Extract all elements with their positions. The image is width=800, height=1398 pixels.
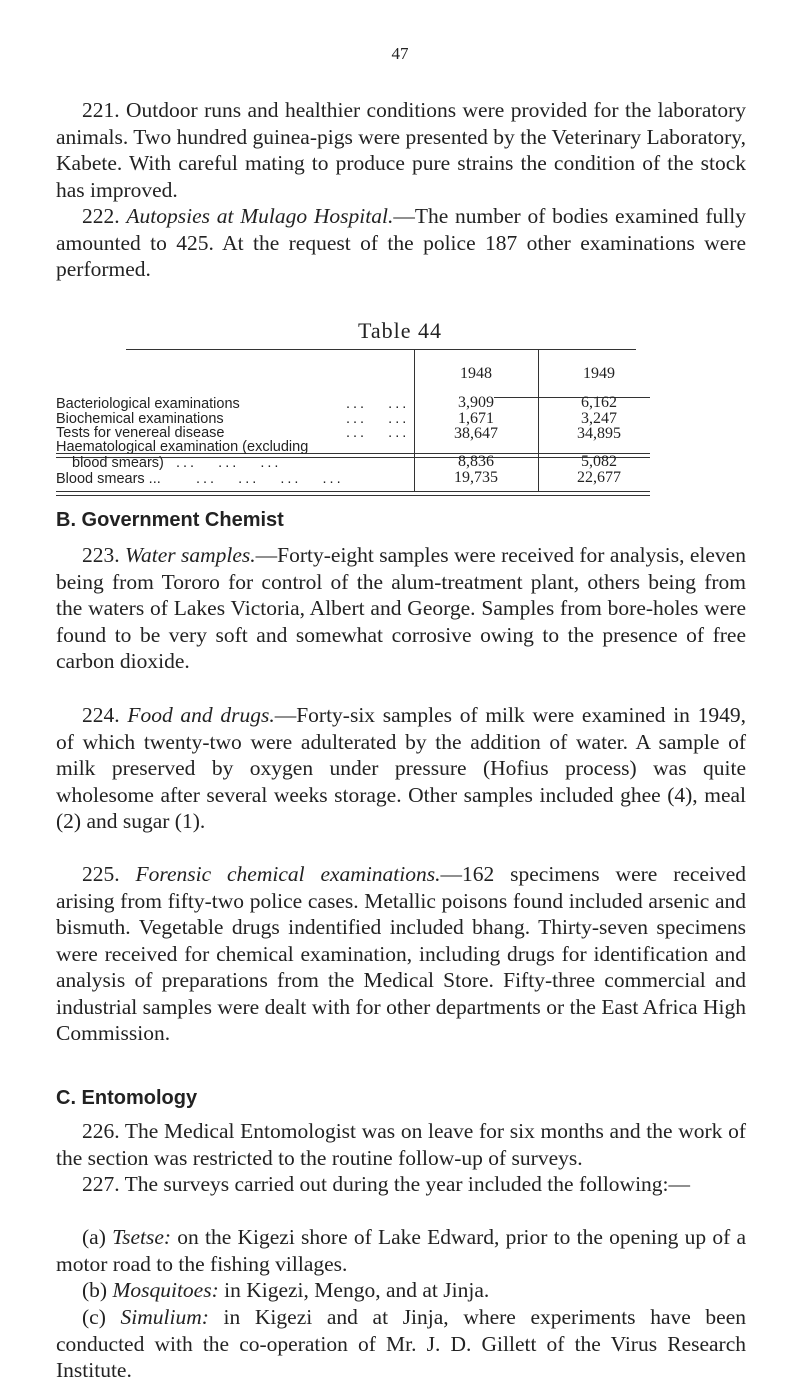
paragraph-title: Water samples. — [125, 543, 256, 567]
table-cell: 34,895 — [577, 425, 621, 442]
paragraph-title: Food and drugs. — [127, 703, 275, 727]
paragraph-number: 222. — [82, 204, 120, 228]
list-marker: (a) — [82, 1225, 106, 1249]
data-table: 1948 1949 Bacteriological examinations ... ... 3,909 6,162 Biochemical examinations ... ... 1,671 3,247 Tests for venereal disease ... ... 38,647 34,895 Haematological examination (excluding — [56, 349, 746, 464]
column-header-1948: 1948 — [460, 365, 492, 382]
paragraph-number: 224. — [82, 703, 120, 727]
paragraph-225 — [56, 861, 746, 1047]
paragraph-number: 226. — [82, 1119, 120, 1143]
paragraph-226 — [56, 1118, 746, 1171]
page-number: 47 — [391, 44, 409, 63]
section-heading-government-chemist: B. Government Chemist — [56, 509, 284, 531]
paragraph-221 — [56, 97, 746, 203]
list-item-b — [56, 1277, 746, 1304]
document-page: 47 221. Outdoor runs and healthier conditions were provided for the laboratory animals. Two hundred guinea-pigs were presented by the Veterinary Laboratory, Kabete. With careful mating to produce pure strains the condition of the stock has improved. 222. Autopsies at Mulago Hospital.—The number of bodies examined fully amounted to 425. At the request of the police 187 other examinations were performed. Table 44 1948 1949 Bacteriological examinations ... ... 3,909 6,162 Biochemical examinations ... ... 1,671 3,247 Tests for venereal disease ... ... 38,647 34,895 Haematological examination (excluding blood smears) ... ... ... 8,836 5,082 Blood smears ... ... ... ... ... 19,735 22,677 B. Government Chemist 223. Water samples.—Forty-eight samples were received for analysis, eleven being from Tororo for control of the alum-treatment plant, others being from the waters of Lakes Victoria, Albert and George. Samples from bore-holes were found to be very soft and somewhat corrosive owing to the presence of free carbon dioxide. 224. Food and drugs.—Forty-six samples of milk were examined in 1949, of which twenty-two were adulterated by the addition of water. A sample of milk preserved by oxygen under pressure (Hofius process) was quite wholesome after several weeks storage. Other samples included ghee (4), meal (2) and sugar (1). 225. Forensic chemical examinations.—162 specimens were received arising from fifty-two police cases. Metallic poisons found included arsenic and bismuth. Vegetable drugs indentified included bhang. Thirty-seven specimens were received for chemical examination, including drugs for identification and analysis of preparations from the Medical Store. Fifty-three commercial and industrial samples were dealt with for other departments or the East Africa High Commission. C. Entomology 226. The Medical Entomologist was on leave for six months and the work of the section was restricted to the routine follow-up of surveys. 227. The surveys carried out during the year included the following:— (a) Tsetse: on the Kigezi shore of Lake Edward, prior to the opening up of a motor road to the fishing villages. (b) Mosquitoes: in Kigezi, Mengo, and at Jinja. (c) Simulium: in Kigezi and at Jinja, where experiments have been conducted with the co-operation of Mr. J. D. Gillett of the Virus Research Institute. — [0, 0, 800, 1398]
paragraph-number: 223. — [82, 543, 120, 567]
table-cell: 5,082 — [581, 453, 617, 470]
list-item-text: in Kigezi, Mengo, and at Jinja. — [224, 1278, 490, 1302]
paragraph-text: The Medical Entomologist was on leave for six months and the work of the section was restricted to the routine follow-up of surveys. — [56, 1119, 746, 1170]
paragraph-text: —162 specimens were received arising from fifty-two police cases. Metallic poisons found included arsenic and bismuth. Vegetable drugs indentified included bhang. Thirty-seven specimens were received for chemical examination, including drugs for identification and analysis of preparations from the Medical Store. Fifty-three commercial and industrial samples were dealt with for other departments or the East Africa High Commission. — [56, 862, 746, 1045]
list-item-title: Mosquitoes: — [112, 1278, 219, 1302]
table-column-rule — [538, 349, 539, 453]
list-item-a — [56, 1224, 746, 1277]
paragraph-number: 227. — [82, 1172, 120, 1196]
paragraph-number: 225. — [82, 862, 120, 886]
paragraph-223 — [56, 542, 746, 675]
list-item-text: in Kigezi and at Jinja, where experiments have been conducted with the co-operation of Mr. J. D. Gillett of the Virus Research Institute. — [56, 1305, 746, 1382]
list-item-title: Simulium: — [120, 1305, 209, 1329]
table-column-rule — [414, 349, 415, 453]
list-item-title: Tsetse: — [112, 1225, 172, 1249]
table-cell: 3,247 — [581, 410, 617, 427]
paragraph-number: 221. — [82, 98, 120, 122]
list-item-c — [56, 1304, 746, 1384]
table-cell: 8,836 — [458, 453, 494, 470]
table-cell: 1,671 — [458, 410, 494, 427]
table-column-rule — [538, 449, 539, 491]
table-cell: 38,647 — [454, 425, 498, 442]
table-bottom-rule — [56, 491, 650, 492]
row-label: Haematological examination (excluding — [56, 439, 309, 455]
paragraph-224 — [56, 702, 746, 835]
table-cell: 3,909 — [458, 394, 494, 411]
row-label-continued: blood smears) — [72, 455, 164, 471]
table-cell: 6,162 — [581, 394, 617, 411]
paragraph-text: The surveys carried out during the year included the following:— — [124, 1172, 691, 1196]
row-label: Blood smears ... — [56, 471, 161, 487]
paragraph-222 — [56, 203, 746, 283]
section-heading-entomology: C. Entomology — [56, 1087, 198, 1109]
paragraph-text: —The number of bodies examined fully amounted to 425. At the request of the police 187 other examinations were performed. — [56, 204, 746, 281]
row-label: Bacteriological examinations — [56, 396, 240, 412]
table-title: Table 44 — [357, 318, 443, 343]
paragraph-text: —Forty-six samples of milk were examined in 1949, of which twenty-two were adulterated by the addition of water. A sample of milk preserved by oxygen under pressure (Hofius process) was quite wholesome after several weeks storage. Other samples included ghee (4), meal (2) and sugar (1). — [56, 703, 746, 833]
table-cell: 19,735 — [454, 469, 498, 486]
list-item-text: on the Kigezi shore of Lake Edward, prior to the opening up of a motor road to the fishing villages. — [56, 1225, 747, 1276]
table-column-rule — [414, 449, 415, 491]
row-label: Biochemical examinations — [56, 411, 224, 427]
table-cell: 22,677 — [577, 469, 621, 486]
row-label: Tests for venereal disease — [56, 425, 225, 441]
column-header-1949: 1949 — [583, 365, 615, 382]
paragraph-text: Outdoor runs and healthier conditions were provided for the laboratory animals. Two hundred guinea-pigs were presented by the Veterinary Laboratory, Kabete. With careful mating to produce pure strains the condition of the stock has improved. — [56, 98, 747, 202]
paragraph-title: Autopsies at Mulago Hospital. — [126, 204, 394, 228]
list-marker: (b) — [82, 1278, 108, 1302]
table-bottom-rule-2 — [56, 495, 650, 496]
paragraph-227 — [56, 1171, 746, 1198]
list-marker: (c) — [82, 1305, 106, 1329]
paragraph-title: Forensic chemical examinations. — [135, 862, 441, 886]
paragraph-text: —Forty-eight samples were received for analysis, eleven being from Tororo for control of the alum-treatment plant, others being from the waters of Lakes Victoria, Albert and George. Samples from bore-holes were found to be very soft and somewhat corrosive owing to the presence of free carbon dioxide. — [56, 543, 746, 673]
table-top-rule — [126, 349, 636, 350]
